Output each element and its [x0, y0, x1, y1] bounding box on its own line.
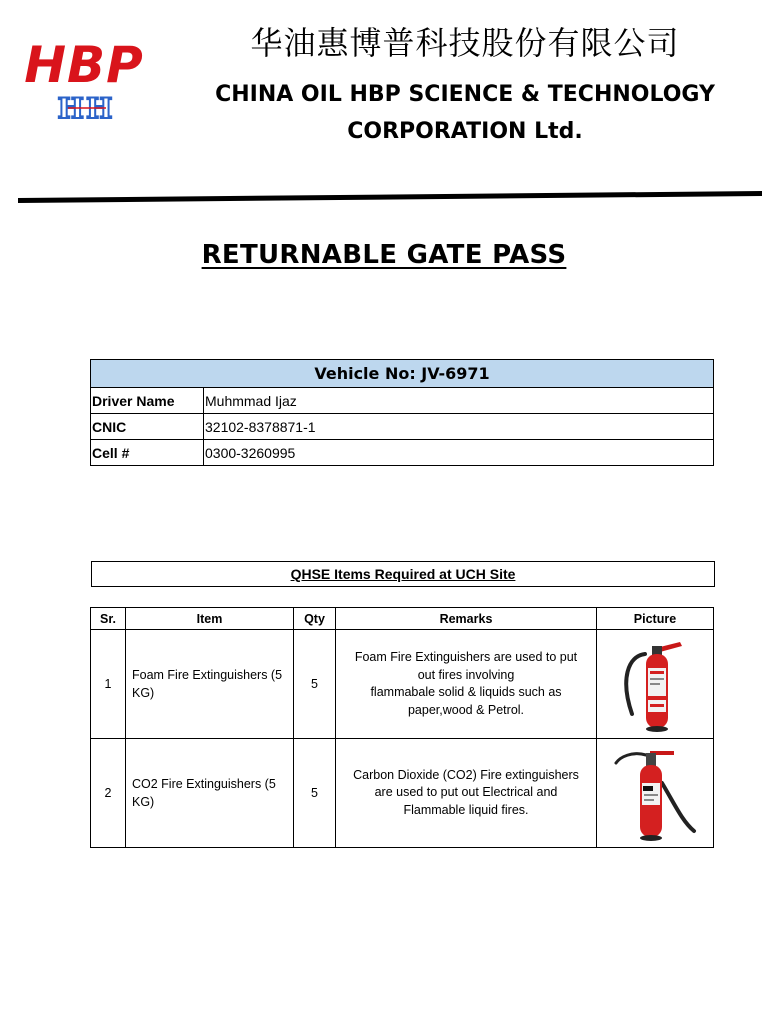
driver-name-label: Driver Name	[91, 388, 204, 414]
row-qty: 5	[294, 739, 336, 848]
col-picture: Picture	[597, 608, 714, 630]
remarks-line: paper,wood & Petrol.	[407, 702, 525, 717]
items-header-row	[91, 608, 714, 630]
cnic-row	[91, 414, 714, 440]
company-name-line-2: CORPORATION Ltd.	[347, 119, 583, 144]
company-logo	[24, 32, 144, 124]
remarks-line: flammabale solid & liquids such as	[370, 685, 562, 699]
company-name-chinese: 华油惠博普科技股份有限公司	[250, 24, 680, 62]
row-item: Foam Fire Extinguishers (5 KG)	[126, 630, 294, 739]
table-row	[91, 630, 714, 739]
cell-row	[91, 440, 714, 466]
row-sr: 1	[91, 630, 126, 739]
cell-value: 0300-3260995	[204, 440, 714, 466]
cnic-value: 32102-8378871-1	[204, 414, 714, 440]
foam-fire-extinguisher-icon	[610, 634, 700, 734]
cell-label: Cell #	[91, 440, 204, 466]
col-item: Item	[126, 608, 294, 630]
remarks-line: are used to put out Electrical and	[374, 785, 558, 800]
row-remarks	[336, 630, 597, 739]
row-picture	[597, 630, 714, 739]
driver-name-value: Muhmmad Ijaz	[204, 388, 714, 414]
company-name-line-1: CHINA OIL HBP SCIENCE & TECHNOLOGY	[215, 82, 715, 107]
row-remarks	[336, 739, 597, 848]
document-title	[0, 240, 768, 270]
driver-name-row	[91, 388, 714, 414]
remarks-line: out fires involving	[417, 667, 515, 682]
document-title-text: RETURNABLE GATE PASS	[201, 240, 567, 270]
logo-text: HBP	[24, 36, 144, 94]
cnic-label: CNIC	[91, 414, 204, 440]
row-picture	[597, 739, 714, 848]
col-sr: Sr.	[91, 608, 126, 630]
logo-subtext: HH	[57, 92, 115, 124]
row-sr: 2	[91, 739, 126, 848]
row-item: CO2 Fire Extinguishers (5 KG)	[126, 739, 294, 848]
remarks-line: Foam Fire Extinguishers are used to put	[354, 650, 578, 664]
remarks-line: Carbon Dioxide (CO2) Fire extinguishers	[353, 767, 579, 782]
vehicle-header-row	[91, 360, 714, 388]
company-name-english	[200, 76, 730, 150]
col-qty: Qty	[294, 608, 336, 630]
qhse-heading-box	[91, 561, 715, 587]
row-qty: 5	[294, 630, 336, 739]
col-remarks: Remarks	[336, 608, 597, 630]
table-row	[91, 739, 714, 848]
remarks-line: Flammable liquid fires.	[403, 802, 529, 817]
co2-fire-extinguisher-icon	[610, 743, 700, 843]
vehicle-details-table	[90, 359, 714, 466]
items-table	[90, 607, 714, 848]
qhse-heading: QHSE Items Required at UCH Site	[290, 566, 516, 582]
header-divider	[18, 189, 762, 203]
vehicle-number: Vehicle No: JV-6971	[91, 360, 714, 388]
